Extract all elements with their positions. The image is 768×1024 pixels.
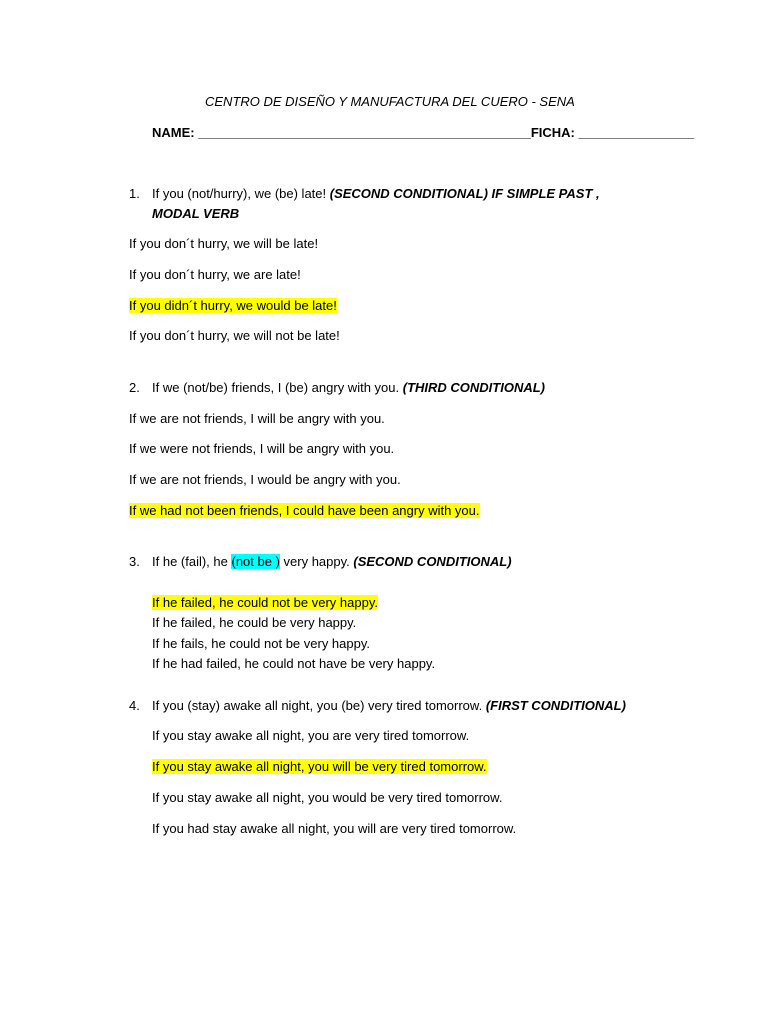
q1-prompt-text: If you (not/hurry), we (be) late! — [152, 186, 330, 201]
q2-conditional-tag: (THIRD CONDITIONAL) — [402, 380, 545, 395]
q3-prompt-text-a: If he (fail), he — [152, 554, 232, 569]
q1-option-2[interactable]: If you don´t hurry, we are late! — [129, 267, 301, 282]
ficha-label: FICHA: — [530, 125, 579, 140]
q2-prompt-text: If we (not/be) friends, I (be) angry with you. — [152, 380, 403, 395]
q2-number: 2. — [129, 380, 140, 395]
q2-option-2[interactable]: If we were not friends, I will be angry with you. — [129, 441, 395, 456]
q3-option-2[interactable]: If he failed, he could be very happy. — [152, 615, 357, 630]
q1-number: 1. — [129, 186, 140, 201]
q4-prompt-text: If you (stay) awake all night, you (be) very tired tomorrow. — [152, 698, 486, 713]
q1-prompt — [152, 185, 600, 203]
q2-prompt — [152, 379, 545, 397]
q3-prompt-highlight: (not be ) — [231, 554, 280, 569]
answer-highlight: If we had not been friends, I could have been angry with you. — [129, 503, 480, 518]
q3-prompt-text-b: very happy. — [279, 554, 354, 569]
q4-prompt — [152, 697, 626, 715]
q4-number: 4. — [129, 698, 140, 713]
q2-option-1[interactable]: If we are not friends, I will be angry with you. — [129, 411, 385, 426]
answer-highlight: If you stay awake all night, you will be very tired tomorrow. — [152, 759, 487, 774]
q3-prompt — [152, 553, 512, 571]
q4-option-2-answer[interactable] — [152, 758, 487, 776]
q3-number: 3. — [129, 554, 140, 569]
q2-option-3[interactable]: If we are not friends, I would be angry with you. — [129, 472, 401, 487]
q3-option-3[interactable]: If he fails, he could not be very happy. — [152, 636, 371, 651]
q4-option-4[interactable]: If you had stay awake all night, you will are very tired tomorrow. — [152, 821, 517, 836]
q4-option-1[interactable]: If you stay awake all night, you are very tired tomorrow. — [152, 728, 470, 743]
name-blank-line[interactable]: ______________________________________________ — [198, 125, 531, 140]
q1-option-3-answer[interactable] — [129, 297, 337, 315]
name-label: NAME: — [152, 125, 199, 140]
ficha-blank-line[interactable]: ________________ — [578, 125, 695, 140]
q1-option-4[interactable]: If you don´t hurry, we will not be late! — [129, 328, 340, 343]
name-field-row — [152, 124, 694, 142]
q1-conditional-tag-line2: MODAL VERB — [152, 206, 240, 221]
q4-option-3[interactable]: If you stay awake all night, you would be very tired tomorrow. — [152, 790, 503, 805]
answer-highlight: If you didn´t hurry, we would be late! — [129, 298, 337, 313]
q3-conditional-tag: (SECOND CONDITIONAL) — [353, 554, 512, 569]
answer-highlight: If he failed, he could not be very happy. — [152, 595, 378, 610]
q1-option-1[interactable]: If you don´t hurry, we will be late! — [129, 236, 319, 251]
q3-option-1-answer[interactable] — [152, 594, 378, 612]
q4-conditional-tag: (FIRST CONDITIONAL) — [485, 698, 626, 713]
document-title: CENTRO DE DISEÑO Y MANUFACTURA DEL CUERO - SENA — [205, 94, 575, 109]
q2-option-4-answer[interactable] — [129, 502, 480, 520]
q3-option-4[interactable]: If he had failed, he could not have be very happy. — [152, 656, 436, 671]
q1-conditional-tag: (SECOND CONDITIONAL) IF SIMPLE PAST , — [329, 186, 600, 201]
